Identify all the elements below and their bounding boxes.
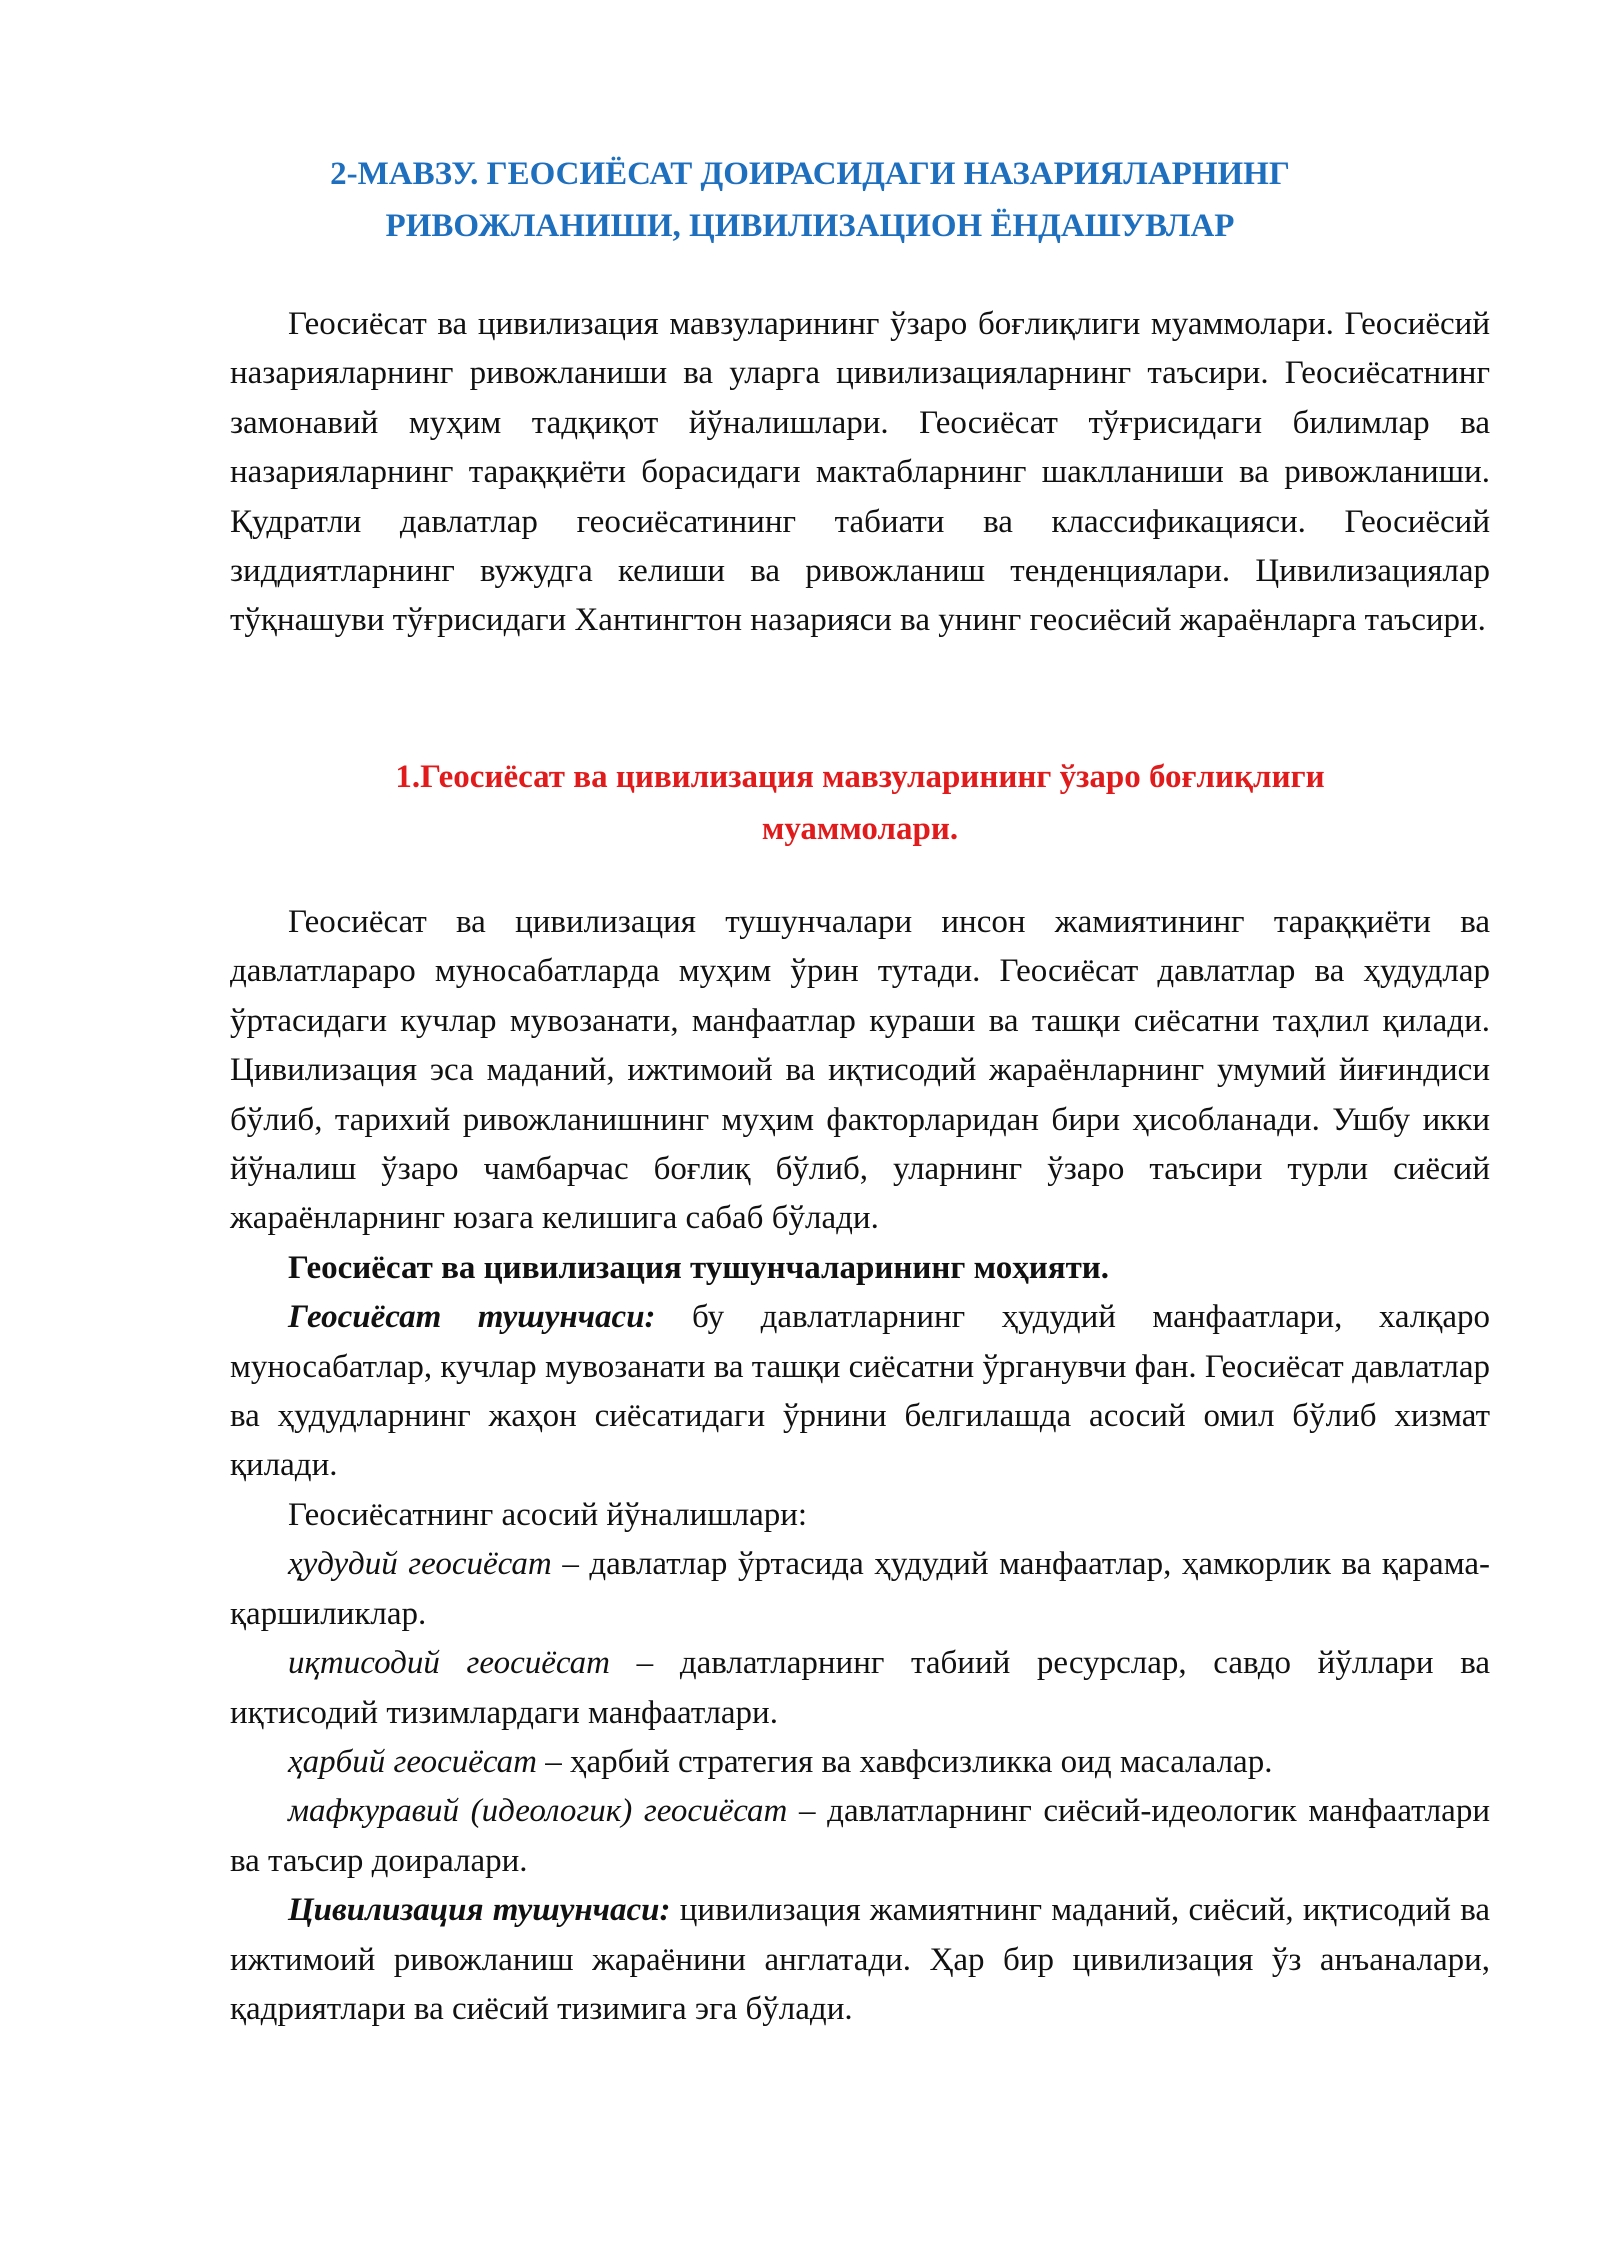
intro-paragraph	[230, 300, 1490, 646]
section-1-heading-line-1: 1.Геосиёсат ва цивилизация мавзуларининг ўзаро боғлиқлиги	[395, 759, 1325, 795]
title-line-1: 2-МАВЗУ. ГЕОСИЁСАТ ДОИРАСИДАГИ НАЗАРИЯЛАРНИНГ	[330, 156, 1290, 192]
geosiyosat-definition-text: бу давлатларнинг ҳудудий манфаатлари, халқаро муносабатлар, кучлар мувозанати ва ташқи сиёсатни ўрганувчи фан. Геосиёсат давлатлар ва ҳудудларнинг жаҳон сиёсатидаги ўрнини белгилашда асосий омил бўлиб хизмат қилади.	[230, 1299, 1490, 1484]
title-line-2: РИВОЖЛАНИШИ, ЦИВИЛИЗАЦИОН ЁНДАШУВЛАР	[385, 208, 1235, 244]
civilization-term: Цивилизация тушунчаси:	[288, 1892, 671, 1929]
section-1-subheading: Геосиёсат ва цивилизация тушунчаларининг моҳияти.	[288, 1249, 1110, 1286]
direction-text: – давлатларнинг табиий ресурслар, савдо йўллари ва иқтисодий тизимлардаги манфаатлари.	[230, 1645, 1491, 1731]
direction-term: мафкуравий (идеологик) геосиёсат	[288, 1793, 788, 1830]
civilization-definition-text: цивилизация жамиятнинг маданий, сиёсий, иқтисодий ва ижтимоий ривожланиш жараёнини англатади. Ҳар бир цивилизация ўз анъаналари, қадриятлари ва сиёсий тизимига эга бўлади.	[230, 1892, 1490, 2027]
directions-intro: Геосиёсатнинг асосий йўналишлари:	[288, 1496, 808, 1533]
section-1-body	[230, 898, 1490, 2034]
document-title	[230, 148, 1390, 252]
direction-item-economic	[230, 1639, 1490, 1738]
geosiyosat-definition	[230, 1293, 1490, 1491]
direction-term: ҳудудий геосиёсат	[288, 1546, 552, 1583]
civilization-definition	[230, 1886, 1490, 2034]
direction-item-territorial	[230, 1540, 1490, 1639]
direction-text: – давлатлар ўртасида ҳудудий манфаатлар, ҳамкорлик ва қарама-қаршиликлар.	[230, 1546, 1490, 1632]
direction-text: – давлатларнинг сиёсий-идеологик манфаатлари ва таъсир доиралари.	[230, 1793, 1490, 1879]
direction-term: ҳарбий геосиёсат	[288, 1743, 537, 1780]
intro-paragraph-text: Геосиёсат ва цивилизация мавзуларининг ўзаро боғлиқлиги муаммолари. Геосиёсий назарияларнинг ривожланиши ва уларга цивилизацияларнинг таъсири. Геосиёсатнинг замонавий муҳим тадқиқот йўналишлари. Геосиёсат тўғрисидаги билимлар ва назарияларнинг тараққиёти борасидаги мактабларнинг шаклланиши ва ривожланиши. Қудратли давлатлар геосиёсатининг табиати ва классификацияси. Геосиёсий зиддиятларнинг вужудга келиши ва ривожланиш тенденциялари. Цивилизациялар тўқнашуви тўғрисидаги Хантингтон назарияси ва унинг геосиёсий жараёнларга таъсири.	[230, 306, 1490, 639]
direction-term: иқтисодий геосиёсат	[288, 1645, 611, 1682]
direction-item-ideological	[230, 1787, 1490, 1886]
section-1-heading-line-2: муаммолари.	[761, 811, 959, 847]
geosiyosat-term: Геосиёсат тушунчаси:	[288, 1299, 656, 1336]
direction-item-military	[230, 1738, 1490, 1787]
section-1-heading	[230, 751, 1490, 855]
direction-text: – ҳарбий стратегия ва хавфсизликка оид масалалар.	[537, 1743, 1273, 1780]
section-1-paragraph-1: Геосиёсат ва цивилизация тушунчалари инсон жамиятининг тараққиёти ва давлатлараро муносабатларда муҳим ўрин тутади. Геосиёсат давлатлар ва ҳудудлар ўртасидаги кучлар мувозанати, манфаатлар кураши ва ташқи сиёсатни таҳлил қилади. Цивилизация эса маданий, ижтимоий ва иқтисодий жараёнларнинг умумий йиғиндиси бўлиб, тарихий ривожланишнинг муҳим факторларидан бири ҳисобланади. Ушбу икки йўналиш ўзаро чамбарчас боғлиқ бўлиб, уларнинг ўзаро таъсири турли сиёсий жараёнларнинг юзага келишига сабаб бўлади.	[230, 904, 1490, 1237]
